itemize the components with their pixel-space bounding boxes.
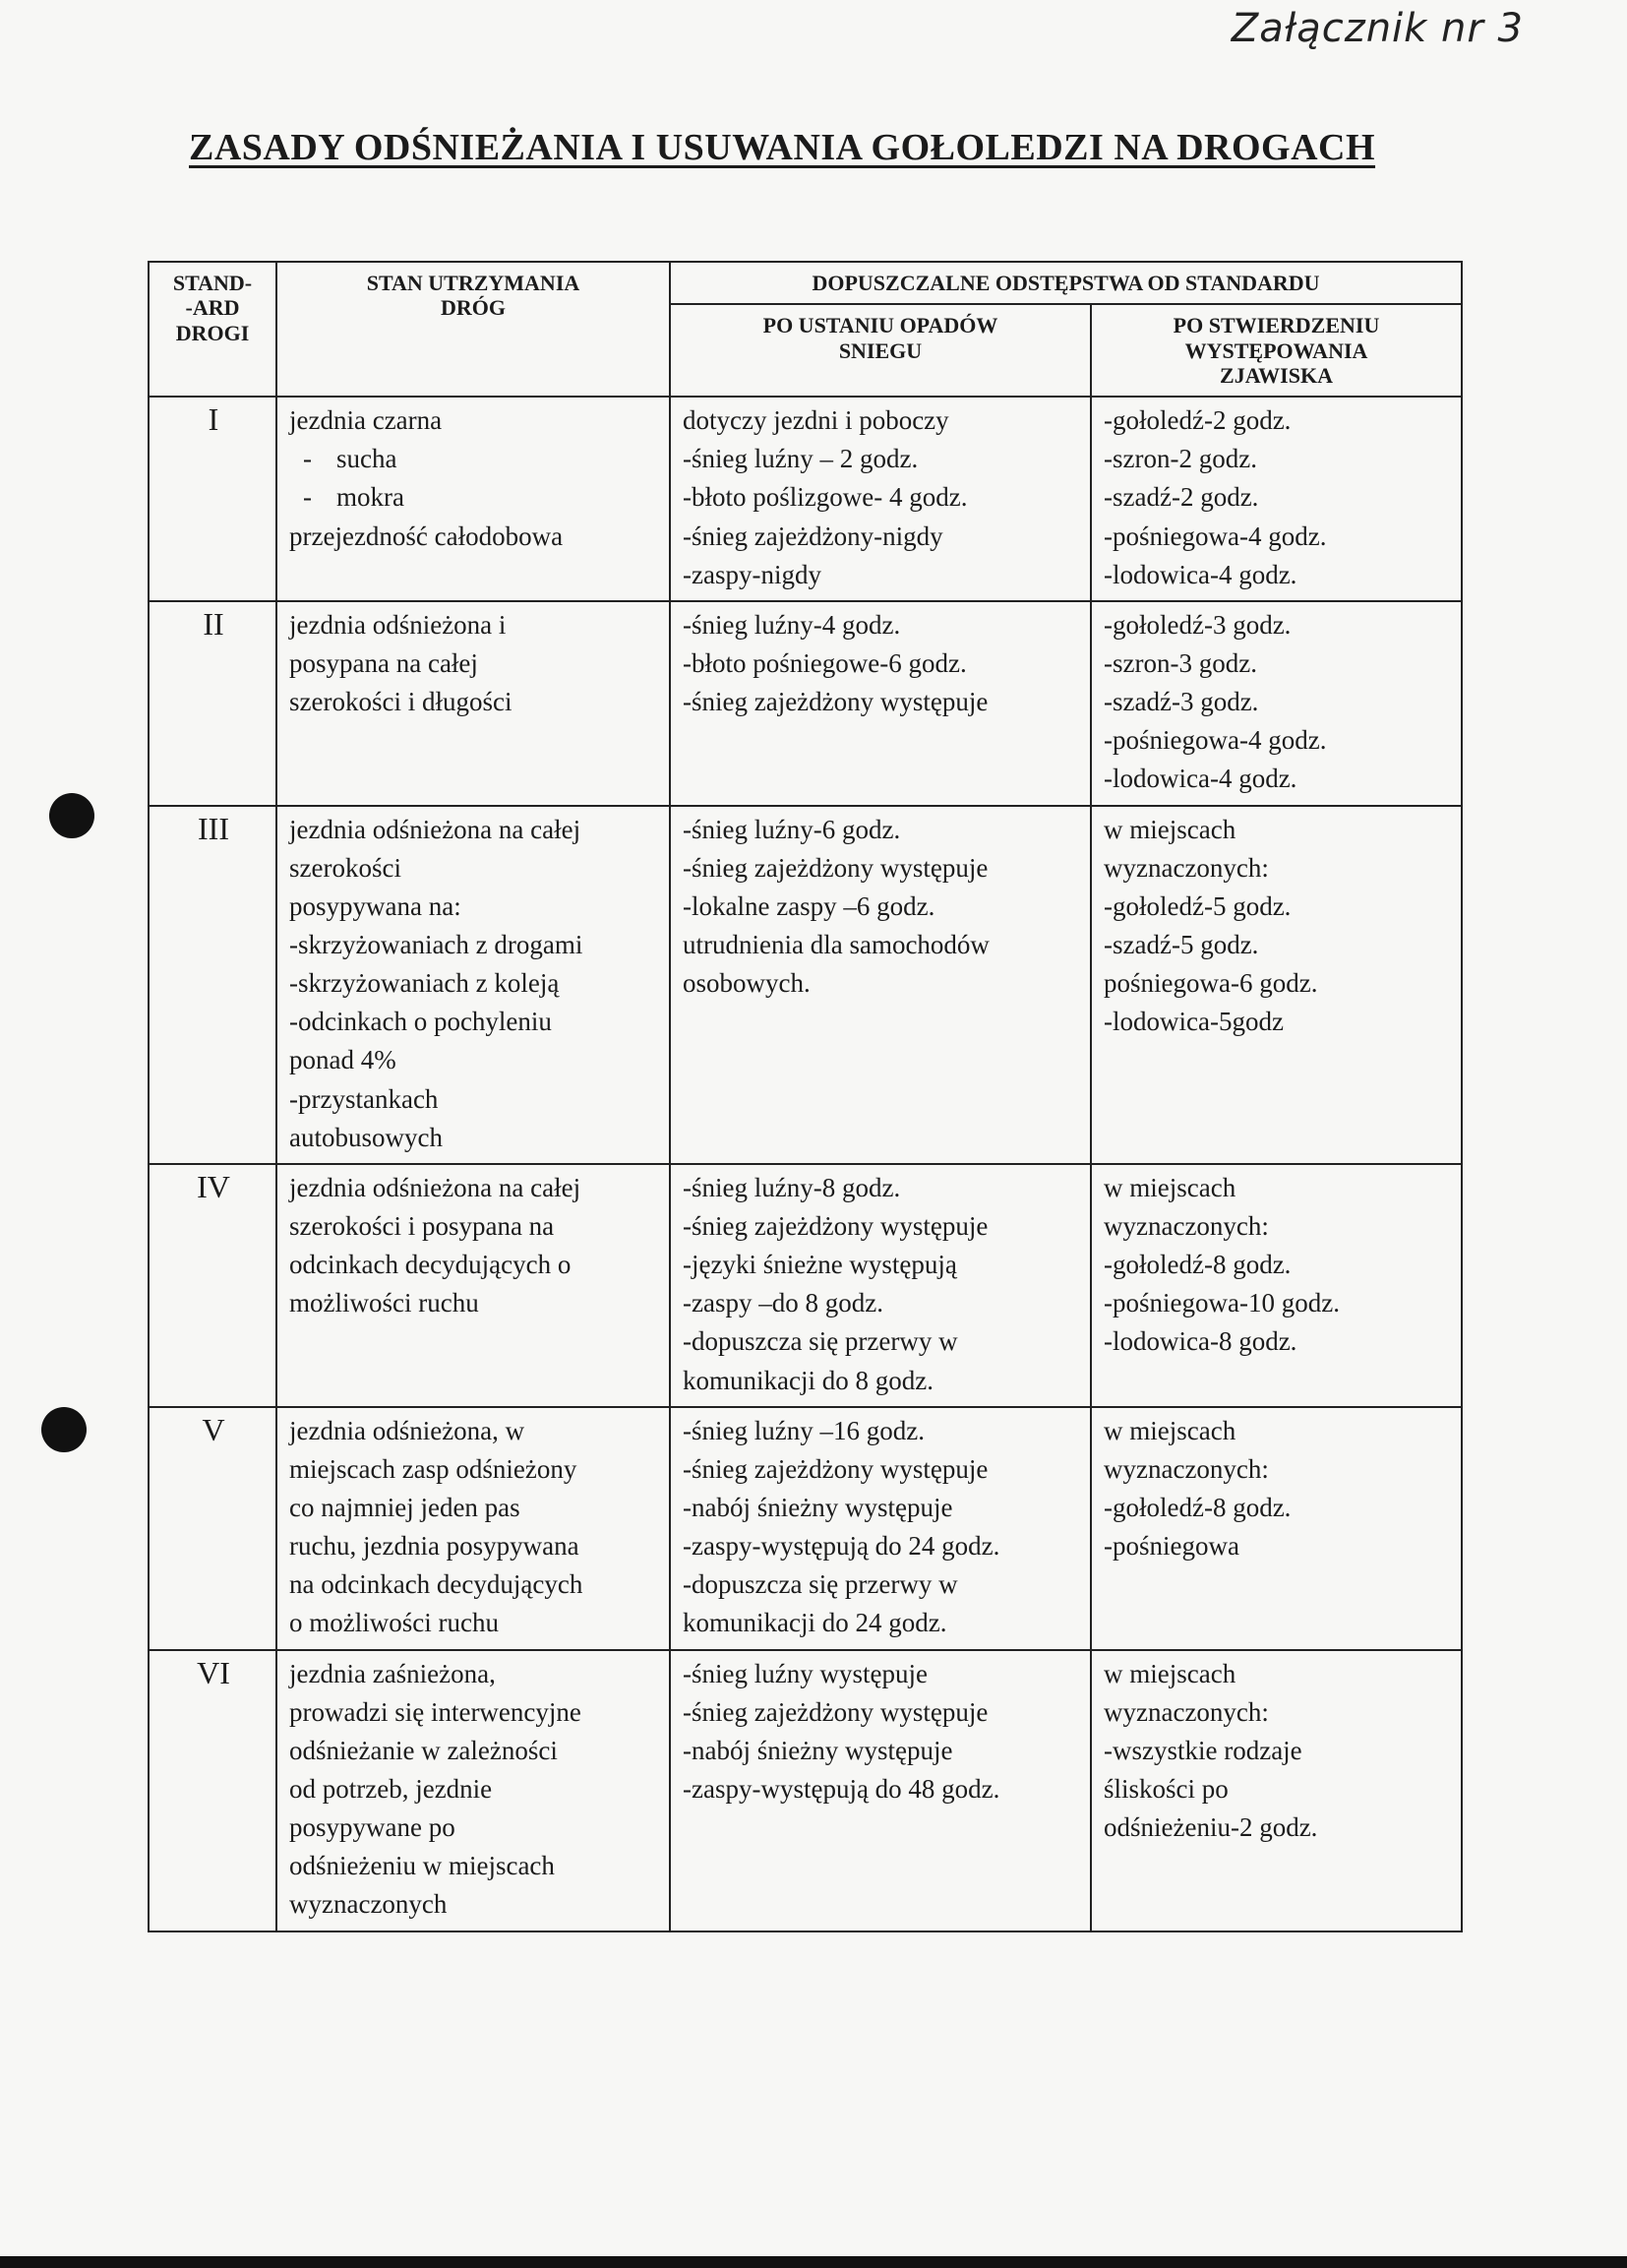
table-row xyxy=(149,397,1462,601)
after-snowfall-cell: -śnieg luźny –16 godz. -śnieg zajeżdżony występuje -nabój śnieżny występuje -zaspy-występują do 24 godz. -dopuszcza się przerwy w komunikacji do 24 godz. xyxy=(670,1407,1091,1650)
condition-cell: jezdnia czarna - sucha - mokra przejezdność całodobowa xyxy=(276,397,670,601)
condition-cell: jezdnia zaśnieżona, prowadzi się interwencyjne odśnieżanie w zależności od potrzeb, jezdnie posypywane po odśnieżeniu w miejscach wyznaczonych xyxy=(276,1650,670,1931)
table-row xyxy=(149,601,1462,806)
punch-hole xyxy=(49,793,94,838)
scan-edge xyxy=(0,2256,1627,2268)
after-phenomenon-cell: w miejscach wyznaczonych: -gołoledź-8 godz. -pośniegowa-10 godz. -lodowica-8 godz. xyxy=(1091,1164,1462,1407)
attachment-note: Załącznik nr 3 xyxy=(1231,6,1524,51)
condition-cell: jezdnia odśnieżona, w miejscach zasp odśnieżony co najmniej jeden pas ruchu, jezdnia posypywana na odcinkach decydujących o możliwości ruchu xyxy=(276,1407,670,1650)
document-title: ZASADY ODŚNIEŻANIA I USUWANIA GOŁOLEDZI NA DROGACH xyxy=(189,127,1376,168)
table-row xyxy=(149,1650,1462,1931)
after-snowfall-cell: -śnieg luźny-4 godz. -błoto pośniegowe-6 godz. -śnieg zajeżdżony występuje xyxy=(670,601,1091,806)
table-row xyxy=(149,806,1462,1164)
after-snowfall-cell: -śnieg luźny-8 godz. -śnieg zajeżdżony występuje -języki śnieżne występują -zaspy –do 8 godz. -dopuszcza się przerwy w komunikacji do 8 godz. xyxy=(670,1164,1091,1407)
header-standard: STAND- -ARD DROGI xyxy=(149,262,276,397)
header-condition: STAN UTRZYMANIA DRÓG xyxy=(276,262,670,397)
after-phenomenon-cell: w miejscach wyznaczonych: -wszystkie rodzaje śliskości po odśnieżeniu-2 godz. xyxy=(1091,1650,1462,1931)
rules-table-wrapper xyxy=(148,261,1461,1932)
header-row xyxy=(149,262,1462,304)
standard-cell: I xyxy=(149,397,276,601)
header-deviations: DOPUSZCZALNE ODSTĘPSTWA OD STANDARDU xyxy=(670,262,1462,304)
standard-cell: VI xyxy=(149,1650,276,1931)
header-after-snowfall: PO USTANIU OPADÓW SNIEGU xyxy=(670,304,1091,397)
table-row xyxy=(149,1164,1462,1407)
after-snowfall-cell: -śnieg luźny-6 godz. -śnieg zajeżdżony występuje -lokalne zaspy –6 godz. utrudnienia dla samochodów osobowych. xyxy=(670,806,1091,1164)
after-phenomenon-cell: -gołoledź-2 godz. -szron-2 godz. -szadź-2 godz. -pośniegowa-4 godz. -lodowica-4 godz. xyxy=(1091,397,1462,601)
punch-hole xyxy=(41,1407,87,1452)
condition-cell: jezdnia odśnieżona i posypana na całej szerokości i długości xyxy=(276,601,670,806)
condition-cell: jezdnia odśnieżona na całej szerokości i posypana na odcinkach decydujących o możliwości ruchu xyxy=(276,1164,670,1407)
table-row xyxy=(149,1407,1462,1650)
rules-table xyxy=(148,261,1463,1932)
after-phenomenon-cell: w miejscach wyznaczonych: -gołoledź-8 godz. -pośniegowa xyxy=(1091,1407,1462,1650)
after-phenomenon-cell: -gołoledź-3 godz. -szron-3 godz. -szadź-3 godz. -pośniegowa-4 godz. -lodowica-4 godz. xyxy=(1091,601,1462,806)
after-snowfall-cell: -śnieg luźny występuje -śnieg zajeżdżony występuje -nabój śnieżny występuje -zaspy-występują do 48 godz. xyxy=(670,1650,1091,1931)
standard-cell: II xyxy=(149,601,276,806)
header-after-phenomenon: PO STWIERDZENIU WYSTĘPOWANIA ZJAWISKA xyxy=(1091,304,1462,397)
standard-cell: V xyxy=(149,1407,276,1650)
standard-cell: III xyxy=(149,806,276,1164)
condition-cell: jezdnia odśnieżona na całej szerokości posypywana na: -skrzyżowaniach z drogami -skrzyżowaniach z koleją -odcinkach o pochyleniu ponad 4% -przystankach autobusowych xyxy=(276,806,670,1164)
standard-cell: IV xyxy=(149,1164,276,1407)
after-phenomenon-cell: w miejscach wyznaczonych: -gołoledź-5 godz. -szadź-5 godz. pośniegowa-6 godz. -lodowica-5godz xyxy=(1091,806,1462,1164)
after-snowfall-cell: dotyczy jezdni i poboczy -śnieg luźny – 2 godz. -błoto poślizgowe- 4 godz. -śnieg zajeżdżony-nigdy -zaspy-nigdy xyxy=(670,397,1091,601)
